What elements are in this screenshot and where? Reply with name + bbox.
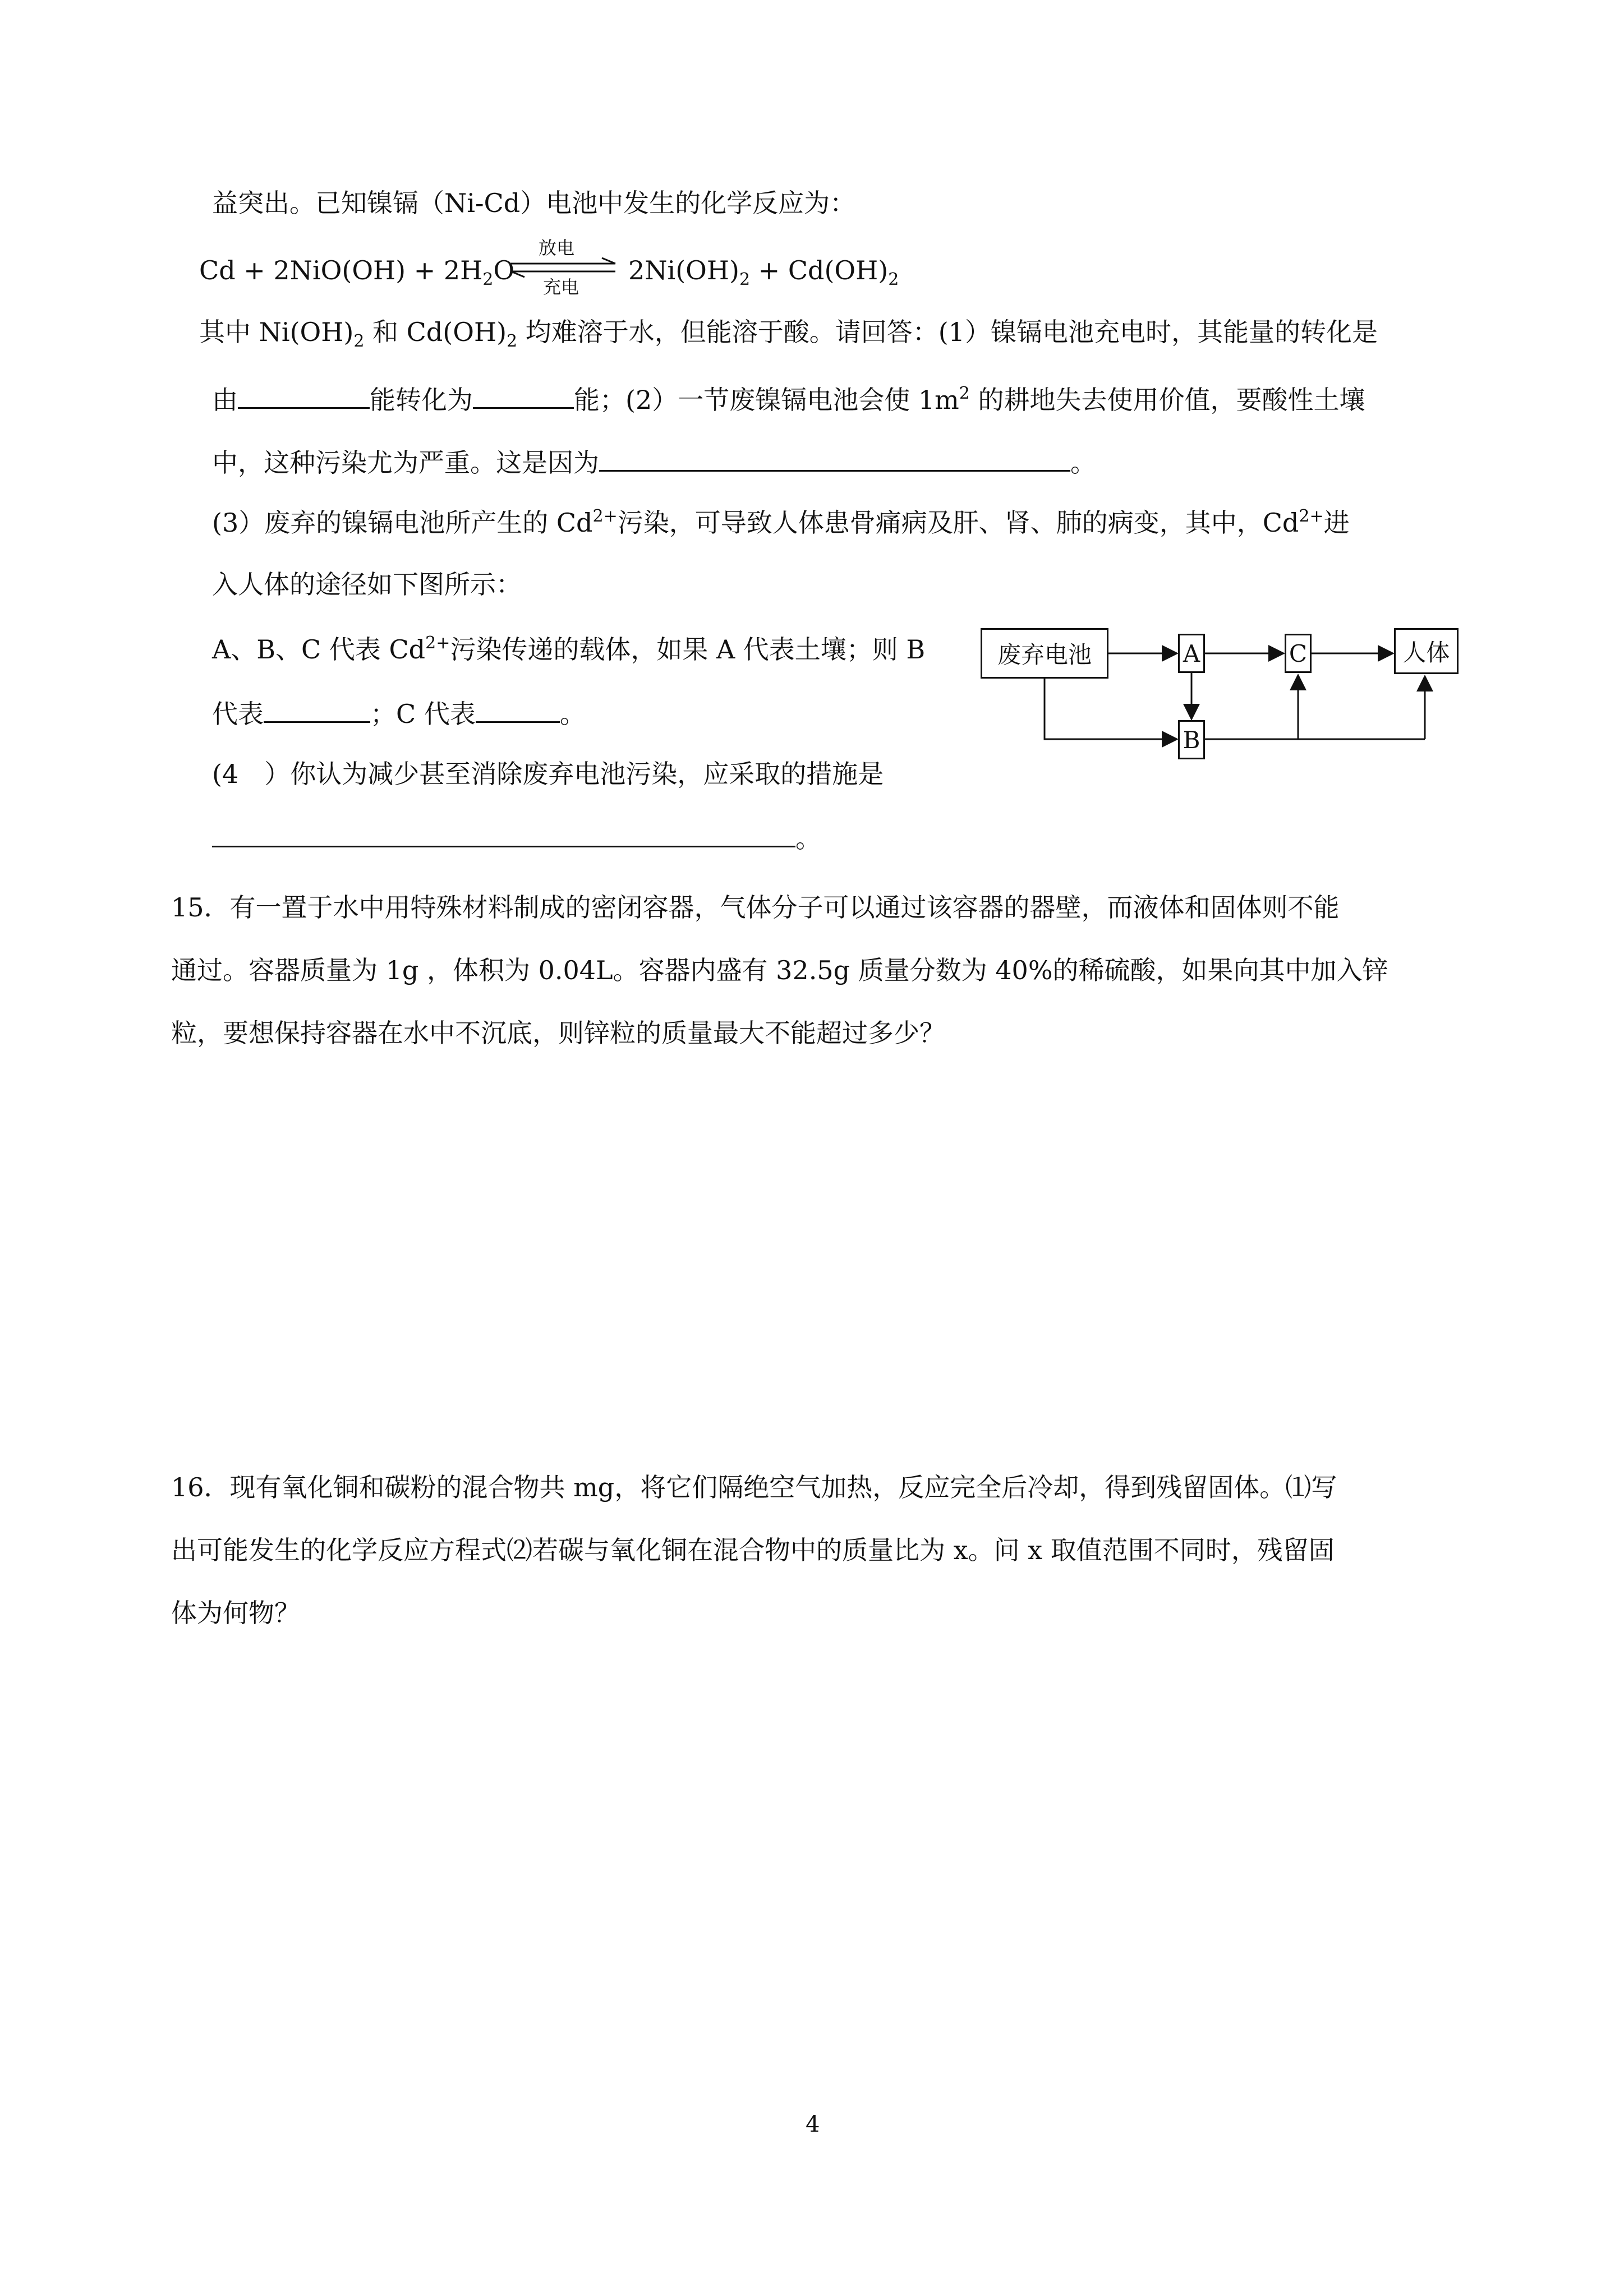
q14-l6-sup2: 2+ [1299, 506, 1324, 526]
q14-line4 [212, 381, 1365, 417]
q14-l6-sup1: 2+ [592, 506, 618, 526]
answer-blank-c[interactable] [476, 695, 560, 723]
eq-arrow-top-label: 放电 [539, 237, 575, 259]
q16-line1: 16．现有氧化铜和碳粉的混合物共 mg，将它们隔绝空气加热，反应完全后冷却，得到残留固体。⑴写 [171, 1472, 1337, 1502]
flow-b-label: B [1183, 726, 1200, 754]
q15-line1: 15．有一置于水中用特殊材料制成的密闭容器，气体分子可以通过该容器的器壁，而液体和固体则不能 [171, 892, 1340, 923]
q14-l4-part-d: 的耕地失去使用价值，要酸性土壤 [969, 385, 1365, 415]
q14-l3-sub2: 2 [507, 331, 518, 351]
q14-l3-part-c: 均难溶于水，但能溶于酸。请回答：(1）镍镉电池充电时，其能量的转化是 [517, 317, 1378, 347]
eq-right-part1: 2Ni(OH) [628, 255, 739, 285]
q14-line7: 入人体的途径如下图所示： [212, 569, 522, 600]
flow-arrows-icon [954, 617, 1515, 785]
eq-right-sub1: 2 [739, 270, 751, 289]
q14-line11 [212, 820, 821, 855]
eq-arrow-bottom-label: 充电 [543, 276, 579, 298]
flow-battery-label: 废弃电池 [997, 641, 1092, 668]
q14-l8-part-b: 污染传递的载体，如果 A 代表土壤；则 B [450, 634, 926, 665]
q14-l6-part-a: (3）废弃的镍镉电池所产生的 Cd [212, 508, 593, 538]
q14-l8-part-a: A、B、C 代表 Cd [212, 634, 426, 665]
q16-line3: 体为何物？ [171, 1598, 300, 1628]
q15-line2: 通过。容器质量为 1g ，体积为 0.04L。容器内盛有 32.5g 质量分数为 40%的稀硫酸，如果向其中加入锌 [171, 955, 1388, 985]
answer-blank-reason[interactable] [599, 444, 1070, 472]
q14-l9-part-c: 。 [559, 699, 586, 729]
equation-left [199, 253, 514, 287]
q14-l5-part-a: 中，这种污染尤为严重。这是因为 [212, 448, 599, 478]
q14-intro: 益突出。已知镍镉（Ni-Cd）电池中发生的化学反应为： [212, 188, 856, 218]
q14-l5-part-b: 。 [1070, 448, 1096, 478]
q14-l4-part-a: 由 [212, 385, 238, 415]
q14-l3-part-a: 其中 Ni(OH) [199, 317, 354, 347]
eq-right-sub2: 2 [888, 270, 899, 289]
q16-line2: 出可能发生的化学反应方程式⑵若碳与氧化铜在混合物中的质量比为 x。问 x 取值范围不同时，残留固 [171, 1535, 1335, 1565]
q14-l9-part-a: 代表 [212, 699, 264, 729]
q14-line9 [212, 695, 586, 731]
q14-l9-part-b: ；C 代表 [370, 699, 476, 729]
answer-blank-energy-to[interactable] [473, 381, 574, 409]
q15-line3: 粒，要想保持容器在水中不沉底，则锌粒的质量最大不能超过多少？ [171, 1018, 945, 1048]
q14-l3-sub1: 2 [353, 331, 365, 351]
eq-left-part1: Cd + 2NiO(OH) + 2H [199, 255, 483, 285]
flow-c-label: C [1289, 639, 1308, 667]
q14-l11-end: 。 [795, 823, 821, 854]
q14-l4-sup: 2 [959, 384, 970, 403]
q14-line5 [212, 444, 1096, 480]
equation-right [628, 253, 899, 287]
eq-left-sub: 2 [482, 270, 494, 289]
answer-blank-b[interactable] [264, 695, 370, 723]
q14-line8 [212, 633, 925, 666]
q14-l6-part-c: 进 [1323, 508, 1350, 538]
flow-a-label: A [1183, 639, 1200, 667]
q14-l4-part-b: 能转化为 [370, 385, 473, 415]
q14-l4-part-c: 能；(2）一节废镍镉电池会使 1m [574, 385, 959, 415]
q14-line10: (4 ）你认为减少甚至消除废弃电池污染，应采取的措施是 [212, 759, 884, 789]
q14-line3 [199, 315, 1378, 349]
reversible-arrow-icon [508, 257, 620, 279]
q14-line6 [212, 506, 1350, 540]
answer-blank-measures[interactable] [212, 820, 795, 847]
eq-left-part2: O [493, 255, 515, 285]
page-number: 4 [806, 2111, 820, 2137]
answer-blank-energy-from[interactable] [238, 381, 370, 409]
q14-l8-sup: 2+ [425, 633, 450, 653]
eq-right-part2: + Cd(OH) [750, 255, 889, 285]
q14-l6-part-b: 污染，可导致人体患骨痛病及肝、肾、肺的病变，其中，Cd [617, 508, 1299, 538]
flow-human-label: 人体 [1402, 639, 1450, 666]
q14-l3-part-b: 和 Cd(OH) [364, 317, 507, 347]
